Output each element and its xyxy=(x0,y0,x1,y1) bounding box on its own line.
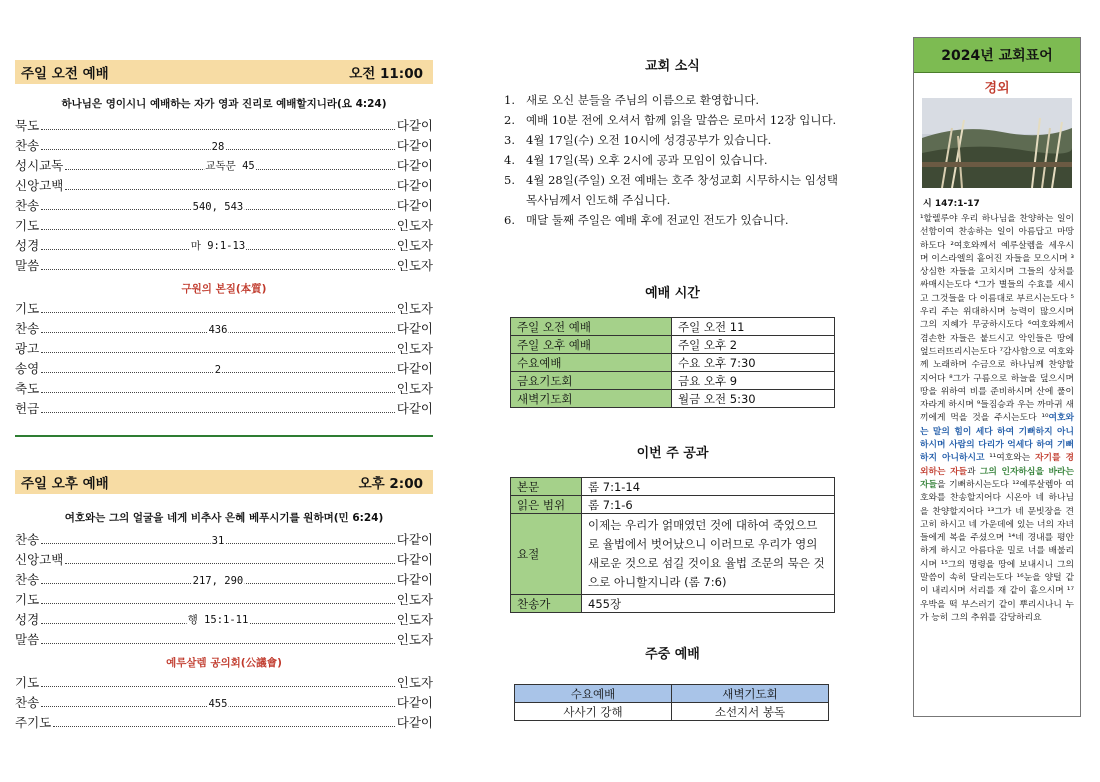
order-item-leader: 인도자 xyxy=(396,592,433,607)
order-item-leader: 다같이 xyxy=(396,321,433,336)
lesson-row xyxy=(511,595,835,613)
dot-leader xyxy=(41,602,395,604)
order-row xyxy=(15,693,433,713)
order-item-leader: 인도자 xyxy=(396,258,433,273)
dot-leader xyxy=(41,228,395,230)
order-item-name: 찬송 xyxy=(15,532,40,547)
schedule-row xyxy=(511,318,835,336)
schedule-table xyxy=(510,317,835,408)
lesson-label: 찬송가 xyxy=(511,595,582,613)
lesson-value: 455장 xyxy=(582,595,835,613)
section-divider xyxy=(15,435,433,437)
afternoon-sermon-title: 예루살렘 공의회(公議會) xyxy=(166,657,282,669)
order-item-name: 성시교독 xyxy=(15,158,64,173)
morning-verse: 하나님은 영이시니 예배하는 자가 영과 진리로 예배할지니라(요 4:24) xyxy=(61,98,387,110)
schedule-time: 금요 오후 9 xyxy=(672,372,835,390)
midweek-header-wednesday: 수요예배 xyxy=(515,685,672,703)
news-item-number: 3. xyxy=(504,133,515,147)
dot-leader xyxy=(41,614,395,626)
morning-order-list-a xyxy=(15,116,433,276)
order-item-leader: 인도자 xyxy=(396,301,433,316)
order-item-name: 송영 xyxy=(15,361,40,376)
dot-leader xyxy=(53,725,395,727)
news-item-text: 4월 17일(목) 오후 2시에 공과 모임이 있습니다. xyxy=(526,153,768,167)
order-row xyxy=(15,116,433,136)
dot-leader xyxy=(41,391,395,393)
schedule-time: 주일 오전 11 xyxy=(672,318,835,336)
morning-service-header xyxy=(15,60,433,84)
order-item-leader: 인도자 xyxy=(396,381,433,396)
order-item-detail: 2 xyxy=(214,364,222,376)
schedule-service: 주일 오후 예배 xyxy=(511,336,672,354)
order-item-leader: 인도자 xyxy=(396,341,433,356)
order-item-name: 광고 xyxy=(15,341,40,356)
news-item-text: 예배 10분 전에 오셔서 함께 읽을 말씀은 로마서 12장 입니다. xyxy=(526,113,837,127)
dot-leader xyxy=(41,128,395,130)
news-item xyxy=(500,210,845,230)
order-item-name: 주기도 xyxy=(15,715,52,730)
afternoon-order-list-a xyxy=(15,530,433,650)
afternoon-service-time: 오후 2:00 xyxy=(358,476,423,492)
order-item-leader: 인도자 xyxy=(396,218,433,233)
scripture-part-7: 을 기뻐하시는도다 ¹²예루살렘아 여호와를 찬송할지어다 시온아 네 하나님을 찬양할지어다 ¹³그가 네 문빗장을 견고히 하시고 네 가운데에 있는 너의 자녀들에게 복을 주셨으며 ¹⁴네 경내를 평안하게 하시고 아름다운 밀로 너를 배불리시며 ¹⁵그의 명령을 땅에 보내시니 그의 말씀이 속히 달리는도다 ¹⁶눈을 양털 같이 내리시며 서리를 재 같이 흩으시며 ¹⁷우박을 떡 부스러기 같이 뿌리시나니 누가 능히 그의 추위를 감당하리요 xyxy=(920,479,1074,623)
order-row xyxy=(15,216,433,236)
morning-service-title: 주일 오전 예배 xyxy=(21,66,109,82)
order-row xyxy=(15,136,433,156)
motto-title: 2024년 교회표어 xyxy=(914,38,1080,73)
order-item-leader: 다같이 xyxy=(396,158,433,173)
news-title: 교회 소식 xyxy=(645,59,700,74)
dot-leader xyxy=(41,575,395,587)
scripture-part-1: ¹할렐루야 우리 하나님을 찬양하는 일이 선함이여 찬송하는 일이 아름답고 마땅하도다 ²여호와께서 예루살렘을 세우시며 이스라엘의 흩어진 자들을 모으시며 ³상심한 자들을 고치시며 그들의 상처를 싸매시는도다 ⁴그가 별들의 수효를 세시고 그것들을 다 이름대로 부르시는도다 ⁵우리 주는 위대하시며 능력이 많으시며 그의 지혜가 무궁하시도다 ⁶여호와께서 겸손한 자들은 붙드시고 악인들은 땅에 엎드러뜨리시는도다 ⁷감사함으로 여호와께 노래하며 수금으로 하나님께 찬양할지어다 ⁸그가 구름으로 하늘을 덮으시며 땅을 위하여 비를 준비하시며 산에 풀이 자라게 하시며 ⁹들짐승과 우는 까마귀 새끼에게 먹을 것을 주시는도다 ¹⁰ xyxy=(920,214,1074,424)
dot-leader xyxy=(41,201,395,213)
order-item-leader: 다같이 xyxy=(396,532,433,547)
order-row xyxy=(15,550,433,570)
news-item-number: 5. xyxy=(504,173,515,187)
lesson-title: 이번 주 공과 xyxy=(636,446,709,461)
dot-leader xyxy=(41,351,395,353)
schedule-time: 수요 오후 7:30 xyxy=(672,354,835,372)
news-item-text: 4월 28일(주일) 오전 예배는 호주 창성교회 시무하시는 임성택 목사님께서 인도해 주십니다. xyxy=(526,173,839,207)
dot-leader xyxy=(41,141,395,153)
schedule-service: 주일 오전 예배 xyxy=(511,318,672,336)
lesson-table xyxy=(510,477,835,613)
order-row xyxy=(15,339,433,359)
morning-order-list-b xyxy=(15,299,433,419)
lesson-value: 롬 7:1-6 xyxy=(582,496,835,514)
morning-sermon-title: 구원의 본질(本質) xyxy=(181,283,267,295)
schedule-service: 새벽기도회 xyxy=(511,390,672,408)
morning-service-time: 오전 11:00 xyxy=(349,66,423,82)
order-row xyxy=(15,359,433,379)
motto-subtitle: 경외 xyxy=(984,81,1010,96)
order-row xyxy=(15,570,433,590)
order-item-leader: 다같이 xyxy=(396,695,433,710)
motto-scripture-text xyxy=(920,213,1074,625)
order-item-detail: 217, 290 xyxy=(192,575,244,587)
order-item-name: 찬송 xyxy=(15,572,40,587)
schedule-time: 월금 오전 5:30 xyxy=(672,390,835,408)
news-item-number: 4. xyxy=(504,153,515,167)
lesson-value: 이제는 우리가 얽매였던 것에 대하여 죽었으므로 율법에서 벗어났으니 이러므로 우리가 영의 새로운 것으로 섬길 것이요 율법 조문의 묵은 것으로 아니할지니라 (롬 7:6) xyxy=(582,514,835,595)
news-item-number: 1. xyxy=(504,93,515,107)
order-row xyxy=(15,319,433,339)
lesson-label: 본문 xyxy=(511,478,582,496)
order-item-name: 기도 xyxy=(15,301,40,316)
scripture-part-3: ¹¹여호와는 xyxy=(984,453,1035,464)
news-item xyxy=(500,170,845,210)
scripture-highlight-blue: 여호와는 말의 힘이 세다 하여 기뻐하지 아니하시며 사람의 다리가 억세다 하여 기뻐하지 아니하시고 xyxy=(920,413,1074,464)
motto-scripture-ref: 시 147:1-17 xyxy=(923,199,980,209)
order-item-leader: 다같이 xyxy=(396,178,433,193)
news-item-text: 4월 17일(수) 오전 10시에 성경공부가 있습니다. xyxy=(526,133,772,147)
order-item-detail: 행 15:1-11 xyxy=(187,614,249,626)
order-item-leader: 다같이 xyxy=(396,138,433,153)
news-column xyxy=(500,55,845,721)
news-item-text: 새로 오신 분들을 주님의 이름으로 환영합니다. xyxy=(526,93,760,107)
news-item-text: 매달 둘째 주일은 예배 후에 전교인 전도가 있습니다. xyxy=(526,213,789,227)
dot-leader xyxy=(41,698,395,710)
scripture-highlight-green: 그의 인자하심을 바라는 자들 xyxy=(920,466,1074,490)
order-row xyxy=(15,299,433,319)
order-item-name: 신앙고백 xyxy=(15,178,64,193)
scripture-highlight-red: 자기를 경외하는 자들 xyxy=(920,453,1074,477)
schedule-title: 예배 시간 xyxy=(645,286,700,301)
order-item-detail: 540, 543 xyxy=(192,201,244,213)
dot-leader xyxy=(41,685,395,687)
dot-leader xyxy=(65,562,394,564)
order-item-name: 기도 xyxy=(15,218,40,233)
order-item-name: 신앙고백 xyxy=(15,552,64,567)
lesson-label: 요절 xyxy=(511,514,582,595)
order-item-detail: 455 xyxy=(208,698,228,710)
schedule-row xyxy=(511,390,835,408)
afternoon-service-header xyxy=(15,470,433,494)
dot-leader xyxy=(41,364,395,376)
dot-leader xyxy=(41,268,395,270)
order-item-name: 찬송 xyxy=(15,321,40,336)
order-row xyxy=(15,379,433,399)
order-item-detail: 교독문 45 xyxy=(205,160,255,172)
order-row xyxy=(15,236,433,256)
order-row xyxy=(15,610,433,630)
schedule-service: 금요기도회 xyxy=(511,372,672,390)
order-item-leader: 다같이 xyxy=(396,198,433,213)
order-item-leader: 다같이 xyxy=(396,361,433,376)
order-item-name: 기도 xyxy=(15,675,40,690)
schedule-service: 수요예배 xyxy=(511,354,672,372)
midweek-value-wednesday: 사사기 강해 xyxy=(515,703,672,721)
order-row xyxy=(15,590,433,610)
schedule-row xyxy=(511,354,835,372)
order-item-leader: 다같이 xyxy=(396,118,433,133)
order-item-detail: 31 xyxy=(211,535,225,547)
afternoon-order-list-b xyxy=(15,673,433,733)
order-item-detail: 마 9:1-13 xyxy=(190,240,246,252)
order-item-name: 말씀 xyxy=(15,632,40,647)
schedule-row xyxy=(511,372,835,390)
order-item-name: 성경 xyxy=(15,612,40,627)
order-item-detail: 436 xyxy=(208,324,228,336)
news-item xyxy=(500,130,845,150)
midweek-value-dawn: 소선지서 봉독 xyxy=(672,703,829,721)
news-item xyxy=(500,90,845,110)
lesson-row xyxy=(511,496,835,514)
order-item-name: 묵도 xyxy=(15,118,40,133)
order-item-leader: 인도자 xyxy=(396,632,433,647)
lesson-row xyxy=(511,514,835,595)
landscape-photo xyxy=(922,98,1072,188)
dot-leader xyxy=(65,188,394,190)
order-item-name: 말씀 xyxy=(15,258,40,273)
worship-order-column xyxy=(15,60,433,733)
order-row xyxy=(15,399,433,419)
order-row xyxy=(15,530,433,550)
order-row xyxy=(15,673,433,693)
scripture-part-5: 과 xyxy=(967,466,980,477)
order-item-detail: 28 xyxy=(211,141,225,153)
order-item-name: 찬송 xyxy=(15,695,40,710)
dot-leader xyxy=(41,324,395,336)
dot-leader xyxy=(41,411,395,413)
order-row xyxy=(15,713,433,733)
order-item-leader: 인도자 xyxy=(396,612,433,627)
dot-leader xyxy=(41,642,395,644)
afternoon-verse: 여호와는 그의 얼굴을 네게 비추사 은혜 베푸시기를 원하며(민 6:24) xyxy=(64,512,384,524)
order-row xyxy=(15,256,433,276)
order-item-name: 찬송 xyxy=(15,198,40,213)
order-item-name: 축도 xyxy=(15,381,40,396)
schedule-row xyxy=(511,336,835,354)
order-item-leader: 인도자 xyxy=(396,238,433,253)
motto-panel xyxy=(913,37,1081,717)
news-item xyxy=(500,110,845,130)
order-item-leader: 인도자 xyxy=(396,675,433,690)
news-item-number: 2. xyxy=(504,113,515,127)
order-item-name: 헌금 xyxy=(15,401,40,416)
order-item-leader: 다같이 xyxy=(396,572,433,587)
order-row xyxy=(15,630,433,650)
news-item-number: 6. xyxy=(504,213,515,227)
dot-leader xyxy=(41,240,395,252)
dot-leader xyxy=(65,160,394,172)
order-item-leader: 다같이 xyxy=(396,401,433,416)
order-item-name: 찬송 xyxy=(15,138,40,153)
lesson-value: 롬 7:1-14 xyxy=(582,478,835,496)
midweek-title: 주중 예배 xyxy=(645,647,700,662)
order-row xyxy=(15,196,433,216)
dot-leader xyxy=(41,535,395,547)
order-item-leader: 다같이 xyxy=(396,552,433,567)
lesson-label: 읽은 범위 xyxy=(511,496,582,514)
order-item-leader: 다같이 xyxy=(396,715,433,730)
order-row xyxy=(15,156,433,176)
order-item-name: 성경 xyxy=(15,238,40,253)
midweek-table xyxy=(514,684,829,721)
news-list xyxy=(500,90,845,230)
order-row xyxy=(15,176,433,196)
afternoon-service-title: 주일 오후 예배 xyxy=(21,476,109,492)
lesson-row xyxy=(511,478,835,496)
news-item xyxy=(500,150,845,170)
dot-leader xyxy=(41,311,395,313)
schedule-time: 주일 오후 2 xyxy=(672,336,835,354)
midweek-header-dawn: 새벽기도회 xyxy=(672,685,829,703)
order-item-name: 기도 xyxy=(15,592,40,607)
